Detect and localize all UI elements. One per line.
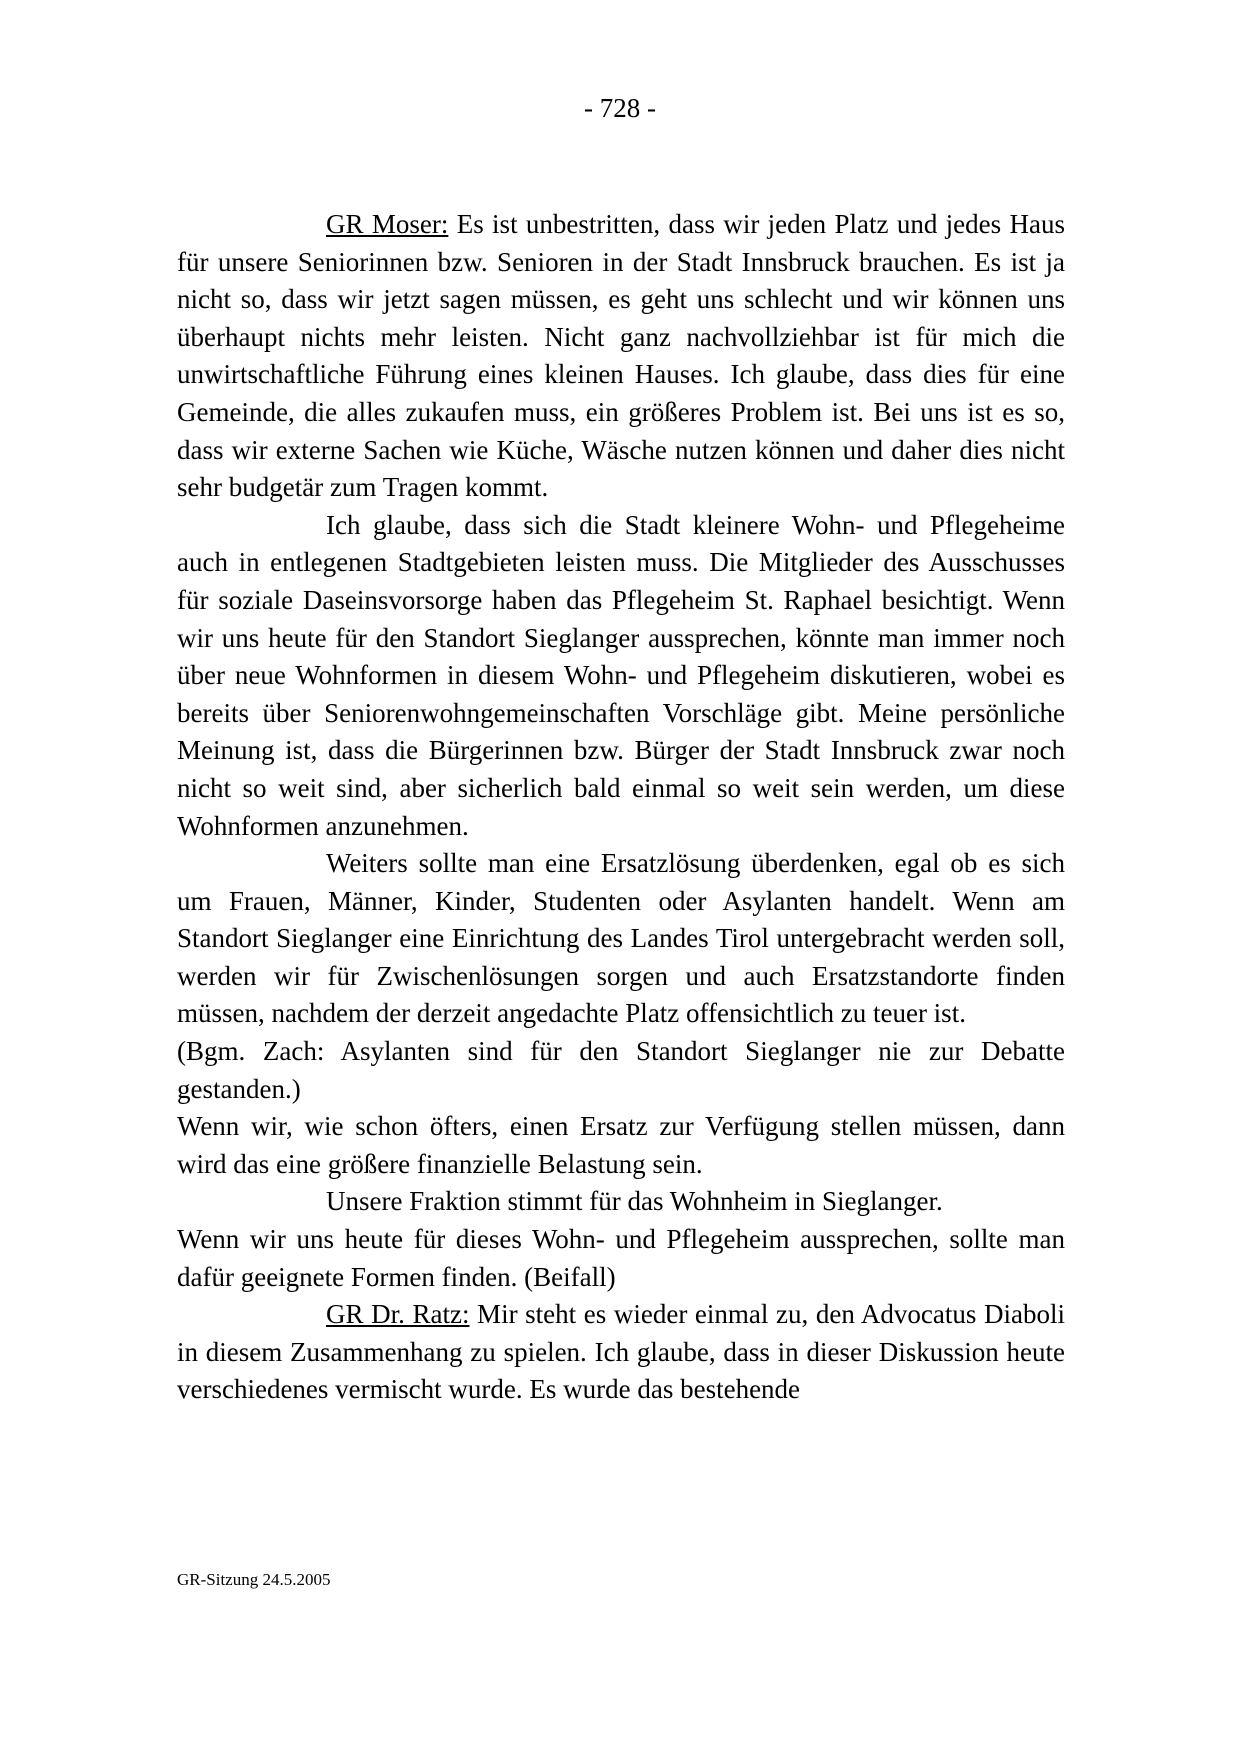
page-number: - 728 -	[584, 93, 656, 123]
paragraph	[177, 1108, 1065, 1183]
paragraph-text: Es ist unbestritten, dass wir jeden Platz und jedes Haus für unsere Seniorinnen bzw. Senioren in der Stadt Innsbruck brauchen. Es ist ja nicht so, dass wir jetzt sagen müssen, es geht uns schlecht und wir können uns überhaupt nichts mehr leisten. Nicht ganz nachvollziehbar ist für mich die unwirtschaftliche Führung eines kleinen Hauses. Ich glaube, dass dies für eine Gemeinde, die alles zukaufen muss, ein größeres Problem ist. Bei uns ist es so, dass wir externe Sachen wie Küche, Wäsche nutzen können und daher dies nicht sehr budgetär zum Tragen kommt.	[177, 209, 1065, 503]
paragraph	[177, 845, 1065, 1033]
body-text	[177, 206, 1065, 1409]
speaker-name: GR Moser:	[326, 209, 449, 239]
paragraph-moser	[177, 206, 1065, 507]
paragraph-ratz	[177, 1296, 1065, 1409]
paragraph	[177, 1183, 1065, 1221]
paragraph-text: Mir steht es wieder einmal zu, den Advocatus Diaboli in diesem Zusammenhang zu spielen. Ich glaube, dass in dieser Diskussion heute verschiedenes vermischt wurde. Es wurde das bestehende	[177, 1299, 1065, 1405]
interjection	[177, 1033, 1065, 1108]
paragraph-text: Unsere Fraktion stimmt für das Wohnheim in Sieglanger.	[326, 1186, 943, 1217]
paragraph	[177, 507, 1065, 845]
paragraph-text: Wenn wir, wie schon öfters, einen Ersatz zur Verfügung stellen müssen, dann wird das eine größere finanzielle Belastung sein.	[177, 1111, 1065, 1179]
paragraph-text: Wenn wir uns heute für dieses Wohn- und Pflegeheim aussprechen, sollte man dafür geeignete Formen finden. (Beifall)	[177, 1224, 1065, 1292]
paragraph	[177, 1221, 1065, 1296]
paragraph-text: Ich glaube, dass sich die Stadt kleinere Wohn- und Pflegeheime auch in entlegenen Stadtgebieten leisten muss. Die Mitglieder des Ausschusses für soziale Daseinsvorsorge haben das Pflegeheim St. Raphael besichtigt. Wenn wir uns heute für den Standort Sieglanger aussprechen, könnte man immer noch über neue Wohnformen in diesem Wohn- und Pflegeheim diskutieren, wobei es bereits über Seniorenwohngemeinschaften Vorschläge gibt. Meine persönliche Meinung ist, dass die Bürgerinnen bzw. Bürger der Stadt Innsbruck zwar noch nicht so weit sind, aber sicherlich bald einmal so weit sein werden, um diese Wohnformen anzunehmen.	[177, 509, 1065, 841]
paragraph-text: (Bgm. Zach: Asylanten sind für den Standort Sieglanger nie zur Debatte gestanden.)	[177, 1036, 1065, 1104]
paragraph-text: Weiters sollte man eine Ersatzlösung überdenken, egal ob es sich um Frauen, Männer, Kinder, Studenten oder Asylanten handelt. Wenn am Standort Sieglanger eine Einrichtung des Landes Tirol untergebracht werden soll, werden wir für Zwischenlösungen sorgen und auch Ersatzstandorte finden müssen, nachdem der derzeit angedachte Platz offensichtlich zu teuer ist.	[177, 848, 1065, 1029]
speaker-name: GR Dr. Ratz:	[326, 1299, 470, 1330]
footer: GR-Sitzung 24.5.2005	[177, 1570, 331, 1589]
